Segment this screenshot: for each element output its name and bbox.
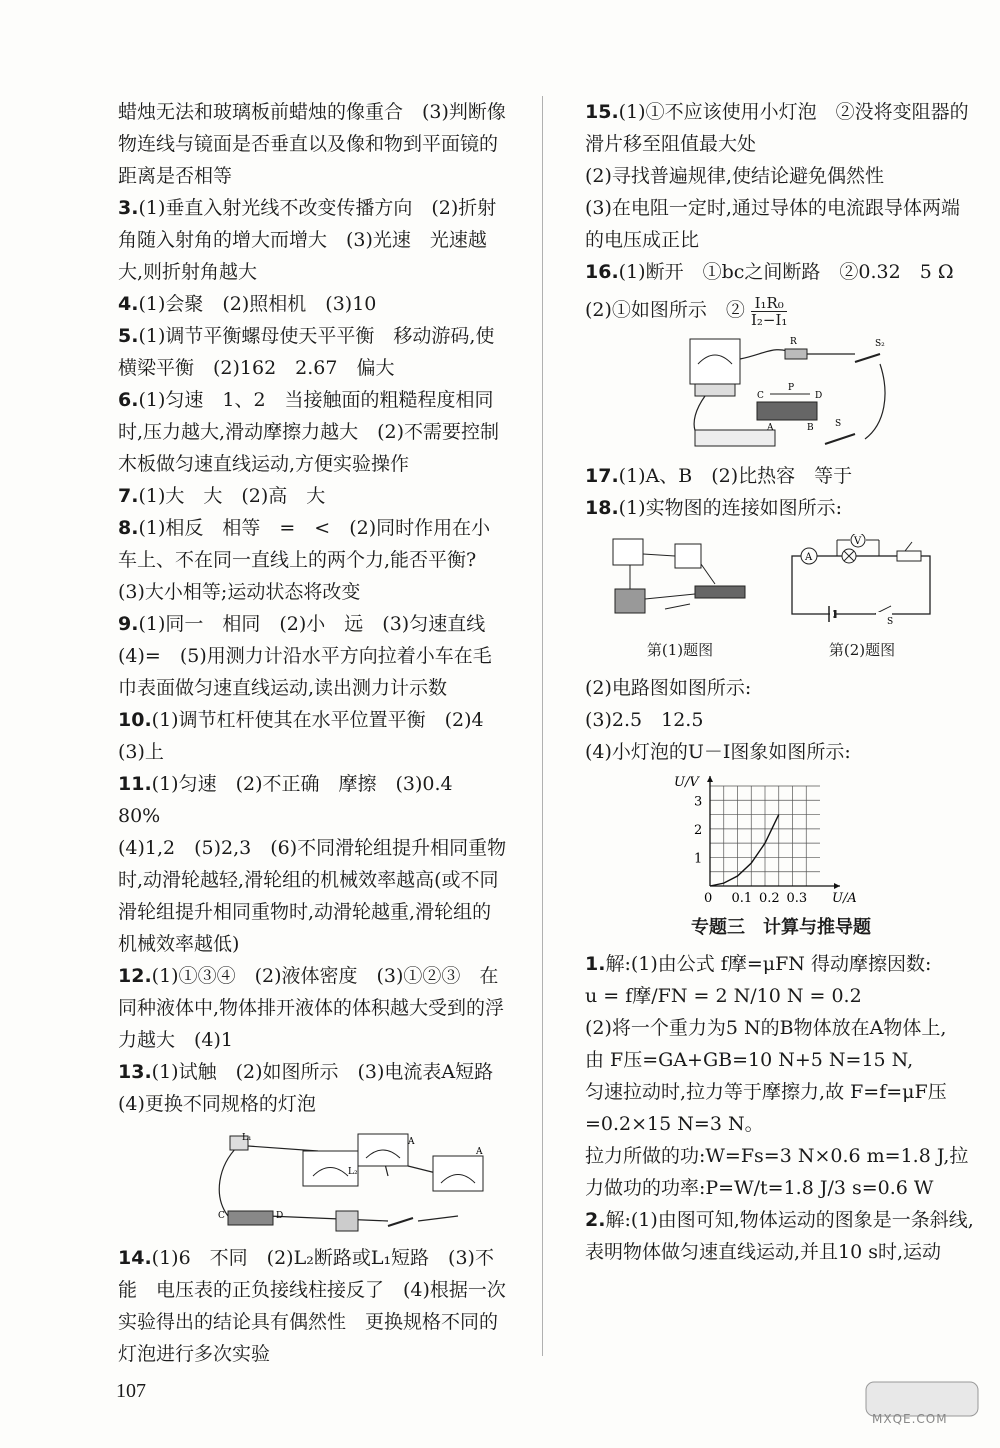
fraction: $\frac{\text{I₁R₀}}{\text{I₂−I₁}}$ <box>750 293 788 329</box>
answer-item <box>118 480 508 512</box>
section-title: 专题三 计算与推导题 <box>691 916 871 938</box>
solution-1-c: 由 F压=GA+GB=10 N+5 N=15 N, <box>585 1048 914 1071</box>
answer-item <box>118 192 508 288</box>
answer-item <box>118 736 508 768</box>
answer-text: (1)同一 相同 (2)小 远 (3)匀速直线 <box>138 613 486 635</box>
ammeter-label: A <box>805 551 813 563</box>
answer-number: 9. <box>118 613 139 635</box>
series-line <box>710 814 779 885</box>
answer-number: 6. <box>118 389 139 411</box>
answer-15: 15.(1)①不应该使用小灯泡 ②没将变阻器的滑片移至阻值最大处 <box>585 101 969 155</box>
column-divider <box>542 96 543 1356</box>
answer-18-b: (2)电路图如图所示: <box>585 676 752 699</box>
answer-item <box>118 576 508 608</box>
answer-text: (3)上 <box>118 741 164 763</box>
label-d: D <box>815 390 823 401</box>
answer-number: 5. <box>118 325 139 347</box>
label-r: R <box>790 336 797 347</box>
answer-number: 11. <box>118 773 152 795</box>
watermark-logo <box>862 1378 982 1438</box>
real-circuit-drawing <box>605 534 755 624</box>
y-axis-label: U/V <box>674 774 699 790</box>
figure-18-2 <box>787 534 937 666</box>
answer-text: (1)相反 相等 = < (2)同时作用在小车上、不在同一直线上的两个力,能否平衡? <box>118 517 491 571</box>
answer-text: (1)大 大 (2)高 大 <box>138 485 326 507</box>
answer-18-d: (4)小灯泡的U－I图象如图所示: <box>585 740 851 763</box>
left-answers-2 <box>118 1242 508 1370</box>
answer-item <box>118 96 508 192</box>
solution-1: 1.解:(1)由公式 f摩=μFN 得动摩擦因数: <box>585 952 932 975</box>
answer-item <box>118 768 508 832</box>
solution-1-e: 拉力所做的功:W=Fs=3 N×0.6 m=1.8 J,拉力做功的功率:P=W/t=1.8 J/3 s=0.6 W <box>585 1144 969 1199</box>
answer-item <box>118 384 508 480</box>
answer-text: (3)大小相等;运动状态将改变 <box>118 581 361 603</box>
solution-1-d: 匀速拉动时,拉力等于摩擦力,故 F=f=μF压=0.2×15 N=3 N。 <box>585 1080 947 1135</box>
right-column <box>585 96 977 1268</box>
ui-graph <box>670 768 870 908</box>
answer-item <box>118 960 508 1056</box>
y-tick-label: 2 <box>694 822 703 838</box>
answer-item <box>118 832 508 960</box>
label-b: B <box>807 422 814 433</box>
figure-13-circuit <box>208 1126 508 1236</box>
label-c: C <box>218 1211 225 1221</box>
answer-number: 14. <box>118 1247 152 1269</box>
label-l1: L₁ <box>242 1133 252 1143</box>
circuit-schematic <box>787 534 937 624</box>
answer-text: (4)更换不同规格的灯泡 <box>118 1093 316 1115</box>
answer-text: (1)调节平衡螺母使天平平衡 移动游码,使横梁平衡 (2)162 2.67 偏大 <box>118 325 495 379</box>
x-tick-label: 0.3 <box>786 890 808 906</box>
answer-text: (1)匀速 1、2 当接触面的粗糙程度相同时,压力越大,滑动摩擦力越大 (2)不需要控制木板做匀速直线运动,方便实验操作 <box>118 389 499 475</box>
left-column <box>118 96 508 1370</box>
answer-item <box>118 1056 508 1088</box>
caption-1: 第(1)题图 <box>646 640 714 659</box>
answer-item <box>118 1088 508 1120</box>
answer-18: 18.(1)实物图的连接如图所示: <box>585 496 842 519</box>
label-a1: A <box>408 1137 415 1147</box>
label-c: C <box>757 390 764 401</box>
answer-item <box>118 704 508 736</box>
answer-number: 10. <box>118 709 152 731</box>
answer-15-b: (2)寻找普遍规律,使结论避免偶然性 <box>585 165 884 187</box>
x-axis-arrow <box>834 883 840 889</box>
answer-text: (1)①③④ (2)液体密度 (3)①②③ 在同种液体中,物体排开液体的体积越大受到的浮力越大 (4)1 <box>118 965 505 1051</box>
answer-item <box>118 1242 508 1370</box>
page-number: 107 <box>116 1380 146 1402</box>
answer-number: 13. <box>118 1061 152 1083</box>
answer-text: (1)垂直入射光线不改变传播方向 (2)折射角随入射角的增大而增大 (3)光速 光速越大,则折射角越大 <box>118 197 497 283</box>
answer-item <box>118 512 508 576</box>
x-axis-label: U/A <box>832 890 857 906</box>
label-s1: S <box>835 418 842 429</box>
answer-text: (1)会聚 (2)照相机 (3)10 <box>138 293 377 315</box>
label-l2: L₂ <box>348 1167 358 1177</box>
answer-item <box>118 608 508 640</box>
switch-label: S <box>887 616 894 624</box>
answer-18-c: (3)2.5 12.5 <box>585 708 704 731</box>
x-tick-label: 0.2 <box>759 890 780 906</box>
answer-text: (4)= (5)用测力计沿水平方向拉着小车在毛巾表面做匀速直线运动,读出测力计示数 <box>118 645 492 699</box>
answer-number: 8. <box>118 517 139 539</box>
answer-16-b: (2)①如图所示 ② $\frac{\text{I₁R₀}}{\text{I₂−I₁}}$ <box>585 293 788 329</box>
y-tick-label: 3 <box>694 793 703 809</box>
y-tick-label: 1 <box>694 850 703 866</box>
figure-16-circuit <box>685 334 925 454</box>
left-answers <box>118 96 508 1120</box>
answer-number: 7. <box>118 485 139 507</box>
answer-number: 4. <box>118 293 139 315</box>
answer-item <box>118 640 508 704</box>
label-p: P <box>788 382 795 393</box>
answer-text: (1)试触 (2)如图所示 (3)电流表A短路 <box>151 1061 494 1083</box>
answer-16: 16.(1)断开 ①bc之间断路 ②0.32 5 Ω <box>585 261 954 283</box>
label-s2: S₂ <box>875 338 885 349</box>
answer-number: 12. <box>118 965 152 987</box>
watermark-text: MXQE.COM <box>872 1412 948 1426</box>
label-a: A <box>767 422 774 433</box>
solution-1-b: (2)将一个重力为5 N的B物体放在A物体上, <box>585 1016 947 1039</box>
caption-2: 第(2)题图 <box>828 640 896 659</box>
answer-17: 17.(1)A、B (2)比热容 等于 <box>585 464 853 487</box>
figure-18-1 <box>605 534 755 666</box>
answer-text: (1)调节杠杆使其在水平位置平衡 (2)4 <box>151 709 484 731</box>
voltmeter-label: V <box>854 535 862 547</box>
answer-15-c: (3)在电阻一定时,通过导体的电流跟导体两端的电压成正比 <box>585 197 960 251</box>
label-a2: A <box>476 1147 483 1157</box>
answer-item <box>118 288 508 320</box>
answer-text: 蜡烛无法和玻璃板前蜡烛的像重合 (3)判断像物连线与镜面是否垂直以及像和物到平面镜的距离是否相等 <box>118 101 506 187</box>
figure-18-row <box>605 534 977 666</box>
answer-text: (1)匀速 (2)不正确 摩擦 (3)0.4 80% <box>118 773 472 827</box>
answer-number: 3. <box>118 197 139 219</box>
answer-text: (1)6 不同 (2)L₂断路或L₁短路 (3)不能 电压表的正负接线柱接反了 (4)根据一次实验得出的结论具有偶然性 更换规格不同的灯泡进行多次实验 <box>118 1247 506 1365</box>
x-tick-label: 0 <box>704 890 713 906</box>
label-d: D <box>276 1211 284 1221</box>
x-tick-label: 0.1 <box>731 890 753 906</box>
y-axis-arrow <box>707 776 713 782</box>
answer-text: (4)1,2 (5)2,3 (6)不同滑轮组提升相同重物时,动滑轮越轻,滑轮组的机械效率越高(或不同滑轮组提升相同重物时,动滑轮越重,滑轮组的机械效率越低) <box>118 837 507 955</box>
answer-item <box>118 320 508 384</box>
solution-2: 2.解:(1)由图可知,物体运动的图象是一条斜线,表明物体做匀速直线运动,并且10 s时,运动 <box>585 1208 974 1263</box>
solution-1-eq: u = f摩/FN = 2 N/10 N = 0.2 <box>585 984 862 1007</box>
